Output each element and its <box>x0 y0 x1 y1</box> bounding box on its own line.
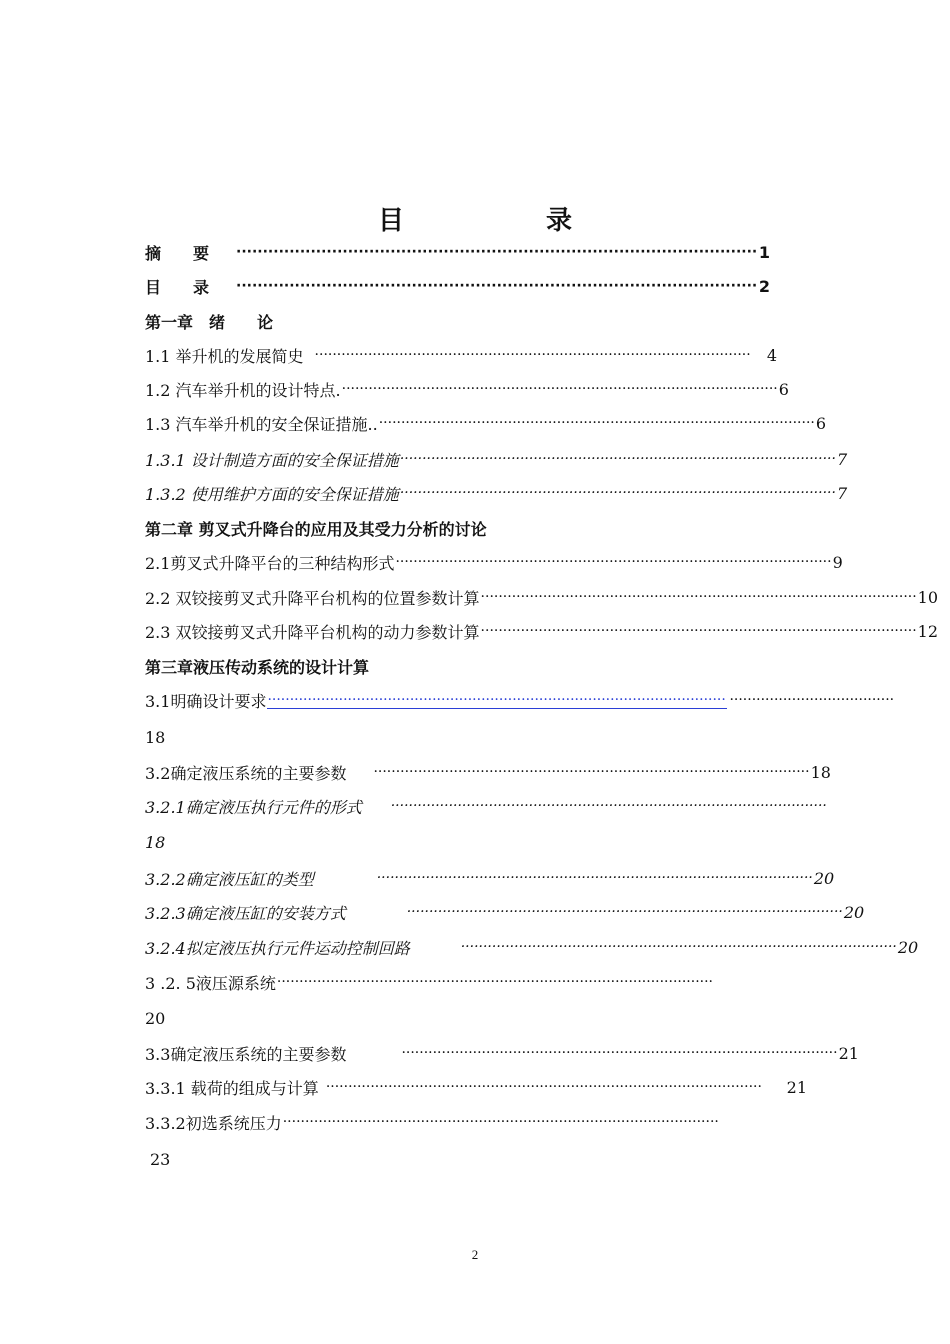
toc-entry-label: 3.3.2初选系统压力 <box>145 1113 282 1133</box>
toc-entry-label: 第一章 绪 论 <box>145 312 274 332</box>
leader-dots: ·································································································· <box>341 381 778 397</box>
leader-dots: ·································································································· <box>480 623 917 639</box>
toc-chapter-2[interactable] <box>145 516 807 540</box>
leader-dots: ·································································································· <box>276 974 714 990</box>
toc-entry-page: 23 <box>150 1150 171 1169</box>
leader-dots: ·································································································· <box>373 764 810 780</box>
leader-dots: ·································································································· <box>376 870 813 886</box>
leader-dots: ·································································································· <box>395 554 832 570</box>
toc-entry-2-3[interactable] <box>145 619 939 643</box>
toc-entry-label: 3.2.4拟定液压执行元件运动控制回路 <box>145 938 410 958</box>
toc-entry-label: 2.1剪叉式升降平台的三种结构形式 <box>145 553 395 573</box>
leader-dots: ·································································································· <box>406 904 843 920</box>
toc-entry-2-2[interactable] <box>145 585 939 609</box>
leader-dots: ····································· <box>729 692 895 708</box>
toc-entry-label: 1.2 汽车举升机的设计特点. <box>145 380 341 400</box>
toc-entry-page: 18 <box>145 833 166 852</box>
leader-dots: ·································································································· <box>236 278 758 294</box>
toc-entry-3-3-2[interactable] <box>145 1110 807 1134</box>
leader-dots: ·································································································· <box>325 1079 762 1095</box>
toc-entry-3-2-3[interactable] <box>145 900 865 924</box>
leader-dots: ·································································································· <box>399 451 836 467</box>
toc-entry-3-2[interactable] <box>145 760 831 784</box>
leader-dots: ·································································································· <box>282 1114 719 1130</box>
page-title: 目 录 <box>377 206 602 236</box>
toc-entry-3-2-4[interactable] <box>145 935 919 959</box>
toc-entry-label: 3 .2. 5液压源系统 <box>145 973 276 993</box>
toc-entry-label: 3.2.1确定液压执行元件的形式 <box>145 797 362 817</box>
toc-entry-page: 10 <box>917 587 939 607</box>
toc-entry-1-3-2[interactable] <box>145 481 848 505</box>
toc-entry-label: 目 录 <box>145 277 210 297</box>
toc-entry-label: 2.3 双铰接剪叉式升降平台机构的动力参数计算 <box>145 622 480 642</box>
toc-entry-label: 3.2确定液压系统的主要参数 <box>145 763 347 783</box>
toc-entry-3-2-5[interactable] <box>145 970 807 994</box>
leader-dots: ·································································································· <box>390 798 827 814</box>
toc-entry-1-2[interactable] <box>145 377 789 401</box>
toc-entry-page: 20 <box>145 1009 166 1028</box>
toc-entry-3-3[interactable] <box>145 1041 859 1065</box>
leader-dots: ·································································································· <box>480 589 917 605</box>
toc-entry-page: 20 <box>813 868 835 888</box>
toc-entry-1-3-1[interactable] <box>145 447 848 471</box>
leader-dots: ·································································································· <box>378 415 815 431</box>
toc-entry-page: 18 <box>810 762 831 782</box>
toc-entry-1-3[interactable] <box>145 411 827 435</box>
toc-entry-page: 7 <box>836 483 848 503</box>
toc-entry-label: 3.1明确设计要求 <box>145 691 267 711</box>
toc-entry-label: 3.2.2确定液压缸的类型 <box>145 869 314 889</box>
toc-entry-1-1[interactable] <box>145 343 777 367</box>
toc-entry-page: 21 <box>786 1077 807 1097</box>
toc-entry-3-1[interactable] <box>145 688 895 712</box>
toc-entry-label: 3.2.3确定液压缸的安装方式 <box>145 903 346 923</box>
toc-entry-page: 20 <box>897 937 919 957</box>
leader-dots: ·································································································· <box>399 485 836 501</box>
toc-entry-abstract[interactable] <box>145 240 770 264</box>
toc-entry-2-1[interactable] <box>145 550 843 574</box>
toc-entry-contents[interactable] <box>145 274 770 298</box>
toc-entry-label: 1.3 汽车举升机的安全保证措施.. <box>145 414 378 434</box>
toc-entry-page: 9 <box>832 552 843 572</box>
toc-entry-label: 3.3.1 载荷的组成与计算 <box>145 1078 319 1098</box>
toc-entry-page: 6 <box>778 379 789 399</box>
toc-entry-label: 1.3.1 设计制造方面的安全保证措施 <box>145 450 399 470</box>
toc-entry-3-2-1[interactable] <box>145 794 827 818</box>
toc-entry-page: 2 <box>758 276 770 296</box>
toc-entry-3-2-2[interactable] <box>145 866 835 890</box>
toc-entry-page: 6 <box>815 413 827 433</box>
toc-entry-page: 7 <box>836 449 848 469</box>
toc-entry-label: 摘 要 <box>145 243 210 263</box>
leader-dots: ·································································································· <box>236 244 758 260</box>
toc-entry-page: 1 <box>758 242 770 262</box>
leader-dots: ·································································································· <box>460 939 897 955</box>
toc-entry-label: 第三章液压传动系统的设计计算 <box>145 657 370 677</box>
leader-dots: ·································································································· <box>401 1045 838 1061</box>
toc-entry-page: 20 <box>843 902 865 922</box>
toc-chapter-1[interactable] <box>145 309 785 333</box>
toc-entry-page: 21 <box>838 1043 859 1063</box>
page-number: 2 <box>471 1247 479 1262</box>
toc-chapter-3[interactable] <box>145 654 807 678</box>
toc-entry-label: 2.2 双铰接剪叉式升降平台机构的位置参数计算 <box>145 588 480 608</box>
toc-entry-label: 1.3.2 使用维护方面的安全保证措施 <box>145 484 399 504</box>
toc-entry-page: 18 <box>145 728 166 747</box>
leader-dots-link[interactable]: ······································································································· <box>267 692 726 708</box>
leader-dots: ·································································································· <box>314 347 751 363</box>
toc-entry-label: 1.1 举升机的发展简史 <box>145 346 304 366</box>
toc-entry-3-3-1[interactable] <box>145 1075 807 1099</box>
toc-entry-label: 3.3确定液压系统的主要参数 <box>145 1044 347 1064</box>
toc-entry-page: 12 <box>917 621 939 641</box>
toc-entry-label: 第二章 剪叉式升降台的应用及其受力分析的讨论 <box>145 519 487 539</box>
toc-entry-page: 4 <box>766 345 777 365</box>
